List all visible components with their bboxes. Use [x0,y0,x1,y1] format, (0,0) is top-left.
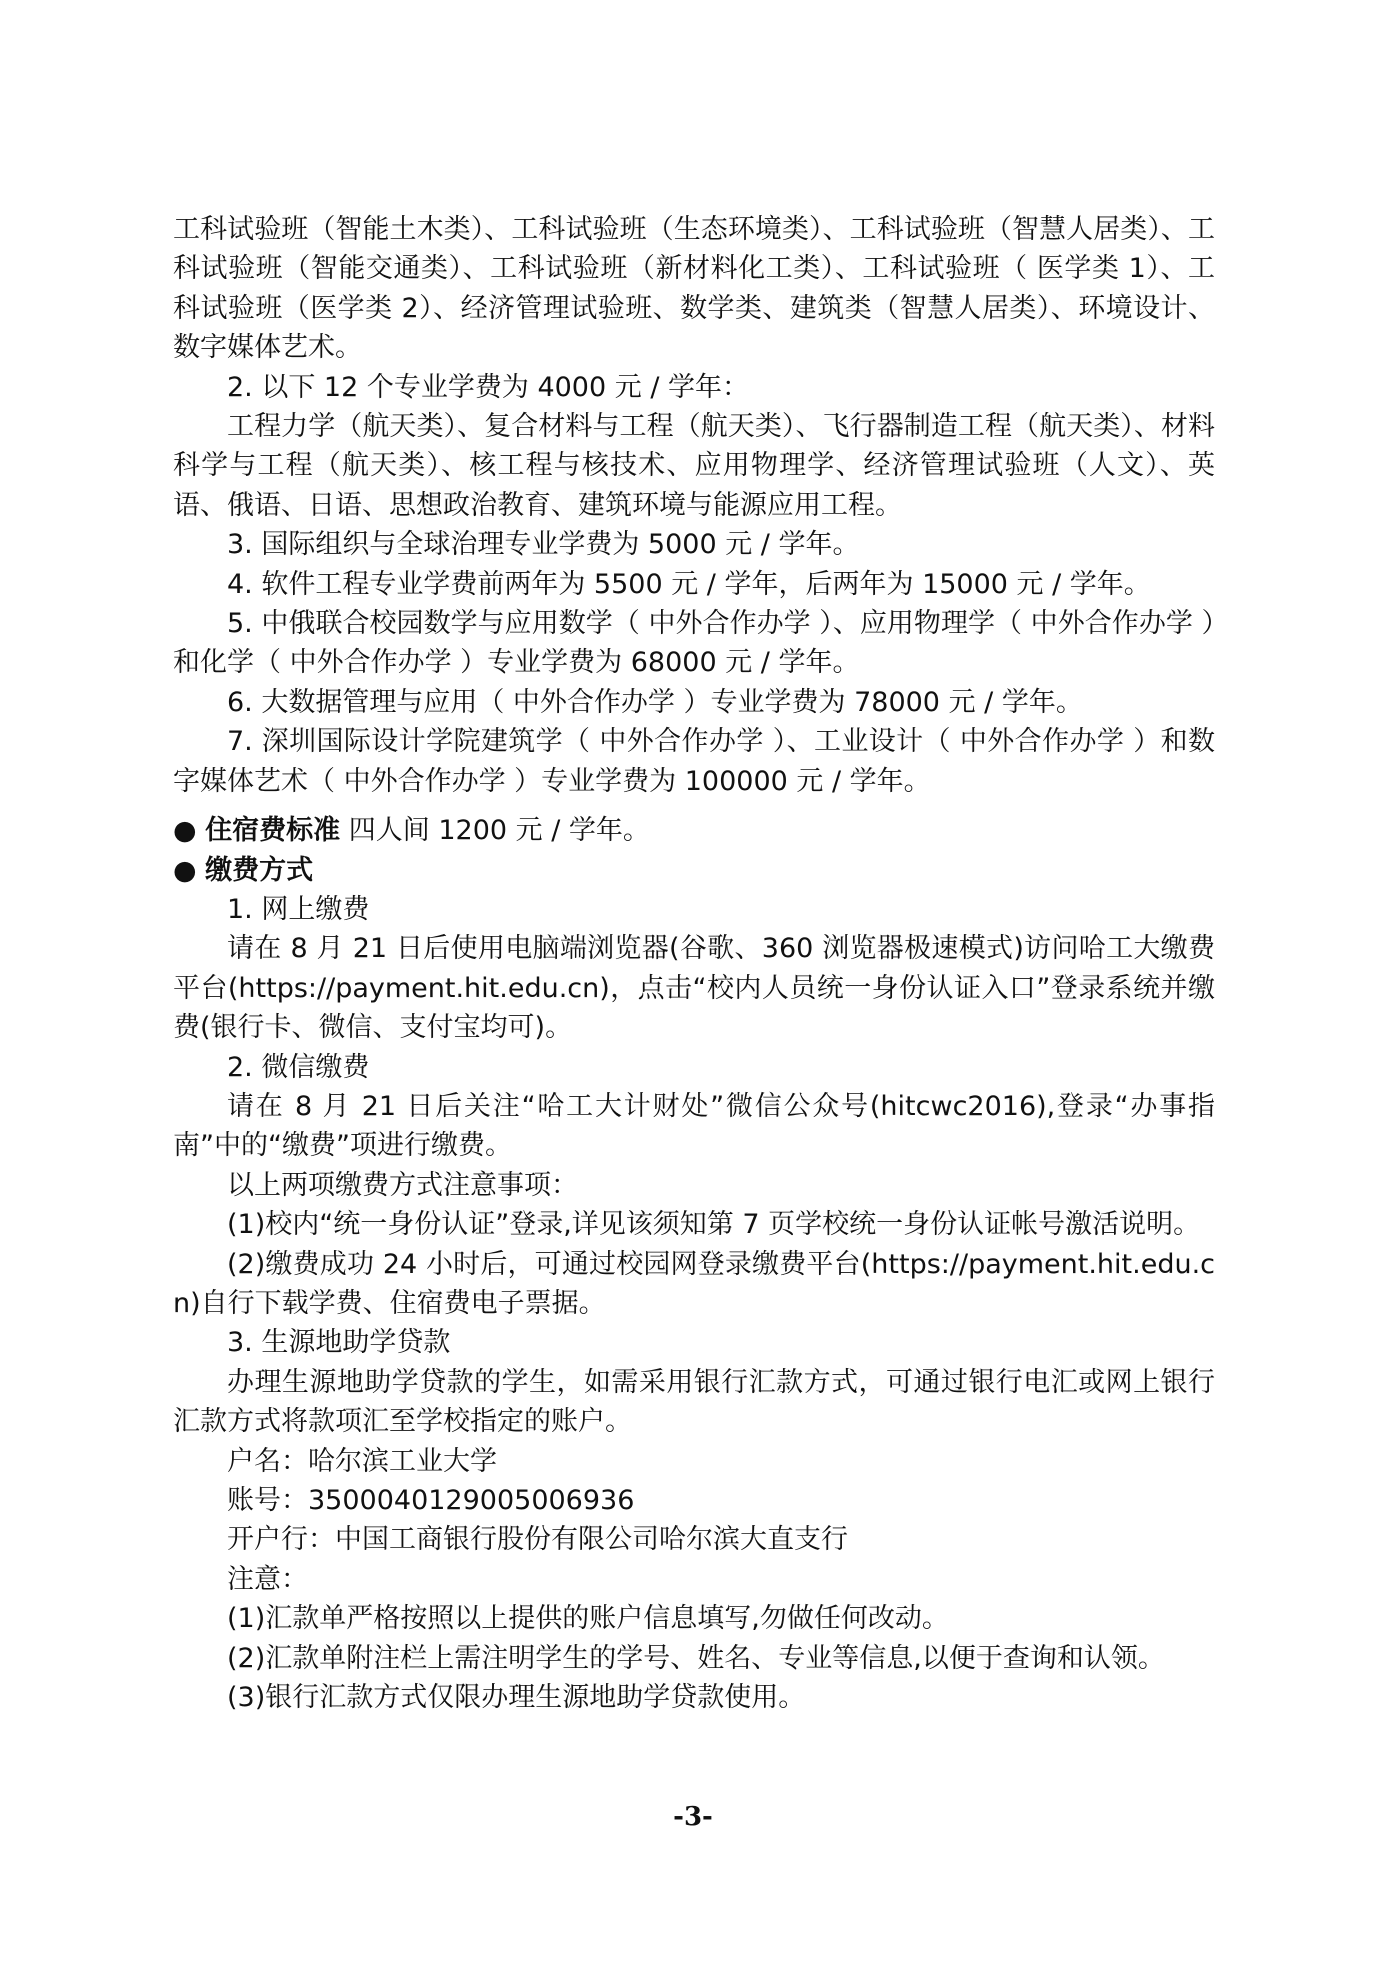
payment-attention-1: (1)汇款单严格按照以上提供的账户信息填写,勿做任何改动。 [227,1603,949,1635]
tuition-item6: 6. 大数据管理与应用（ 中外合作办学 ）专业学费为 78000 元 / 学年。 [227,686,1083,718]
payment-note-2: (2)缴费成功 24 小时后，可通过校园网登录缴费平台(https://payment.hit.edu.cn)自行下载学费、住宿费电子票据。 [173,1248,1215,1319]
payment-attention-3: (3)银行汇款方式仅限办理生源地助学贷款使用。 [227,1682,806,1714]
payment-attention-2: (2)汇款单附注栏上需注明学生的学号、姓名、专业等信息,以便于查询和认领。 [227,1642,1165,1674]
payment-notes-title: 以上两项缴费方式注意事项： [227,1169,578,1201]
payment-section-heading [173,851,1215,890]
tuition-group1-continuation: 工科试验班（智能土木类）、工科试验班（生态环境类）、工科试验班（智慧人居类）、工科试验班（智能交通类）、工科试验班（新材料化工类）、工科试验班（ 医学类 1）、工科试验班（医学类 2）、经济管理试验班、数学类、建筑类（智慧人居类）、环境设计、数字媒体艺术。 [173,214,1215,364]
payment-loan-text: 办理生源地助学贷款的学生，如需采用银行汇款方式，可通过银行电汇或网上银行汇款方式将款项汇至学校指定的账户。 [173,1366,1215,1438]
tuition-item2-list: 工程力学（航天类）、复合材料与工程（航天类）、飞行器制造工程（航天类）、材料科学与工程（航天类）、核工程与核技术、应用物理学、经济管理试验班（人文）、英语、俄语、日语、思想政治教育、建筑环境与能源应用工程。 [173,411,1215,521]
payment-bank: 开户行：中国工商银行股份有限公司哈尔滨大直支行 [227,1524,848,1556]
payment-wechat-text: 请在 8 月 21 日后关注“哈工大计财处”微信公众号(hitcwc2016),登录“办事指南”中的“缴费”项进行缴费。 [173,1090,1215,1162]
payment-online-title: 1. 网上缴费 [227,893,370,925]
tuition-item5: 5. 中俄联合校园数学与应用数学（ 中外合作办学 ）、应用物理学（ 中外合作办学 ）和化学（ 中外合作办学 ）专业学费为 68000 元 / 学年。 [173,608,1215,679]
payment-online-text: 请在 8 月 21 日后使用电脑端浏览器(谷歌、360 浏览器极速模式)访问哈工大缴费平台(https://payment.hit.edu.cn)，点击“校内人员统一身份认证入口”登录系统并缴费(银行卡、微信、支付宝均可)。 [173,933,1215,1044]
payment-note-1: (1)校内“统一身份认证”登录,详见该须知第 7 页学校统一身份认证帐号激活说明。 [227,1209,1201,1241]
payment-wechat-title: 2. 微信缴费 [227,1051,370,1083]
document-page [173,210,1215,1717]
accommodation-heading: 住宿费标准 [205,815,341,847]
tuition-item7: 7. 深圳国际设计学院建筑学（ 中外合作办学 ）、工业设计（ 中外合作办学 ）和数字媒体艺术（ 中外合作办学 ）专业学费为 100000 元 / 学年。 [173,726,1215,797]
tuition-item2-heading: 2. 以下 12 个专业学费为 4000 元 / 学年： [227,371,750,403]
accommodation-text: 四人间 1200 元 / 学年。 [348,815,650,847]
payment-loan-title: 3. 生源地助学贷款 [227,1327,451,1359]
page-number: -3- [673,1802,713,1832]
bullet-icon: ● [173,854,197,886]
tuition-item4: 4. 软件工程专业学费前两年为 5500 元 / 学年，后两年为 15000 元 / 学年。 [227,568,1151,600]
payment-heading: 缴费方式 [205,854,314,886]
payment-attention: 注意： [227,1563,308,1595]
accommodation-section [173,811,1215,850]
bullet-icon: ● [173,815,197,847]
tuition-item3: 3. 国际组织与全球治理专业学费为 5000 元 / 学年。 [227,529,860,561]
payment-account-number: 账号：3500040129005006936 [227,1485,635,1516]
payment-account-name: 户名：哈尔滨工业大学 [227,1445,497,1477]
